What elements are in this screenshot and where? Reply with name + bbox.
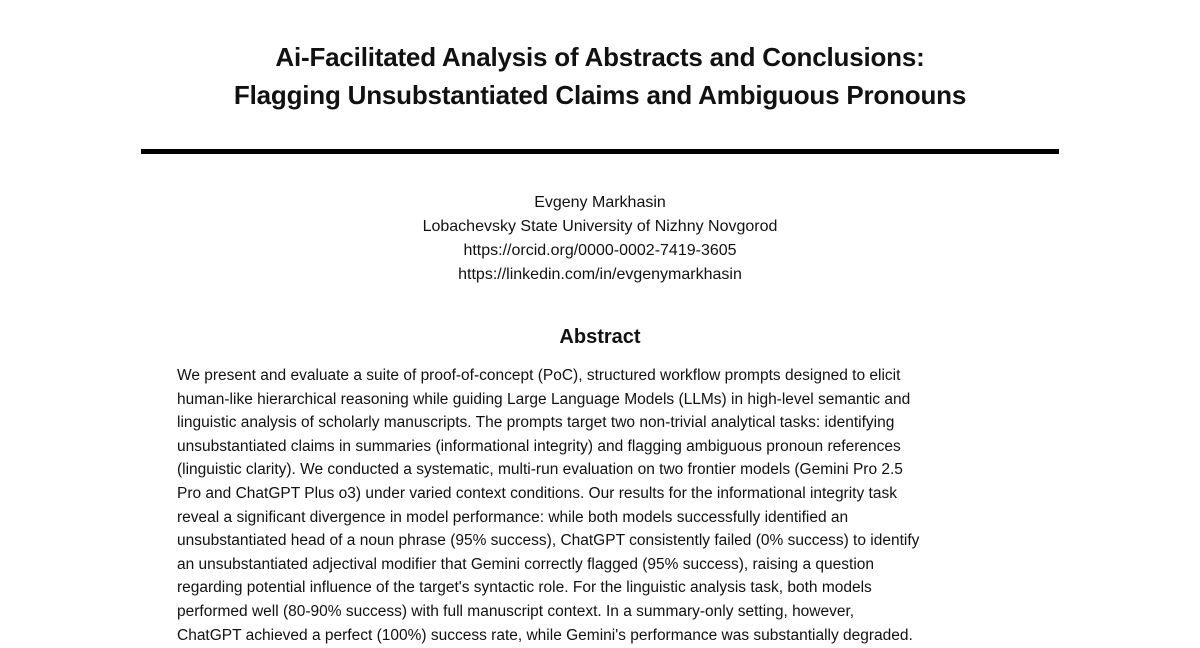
- abstract-line: unsubstantiated head of a noun phrase (95% success), ChatGPT consistently failed (0% success) to identify: [177, 532, 920, 550]
- title-divider: [141, 149, 1059, 154]
- abstract-line: unsubstantiated claims in summaries (informational integrity) and flagging ambiguous pronoun references: [177, 437, 901, 455]
- author-block: [0, 191, 1200, 287]
- abstract-line: human-like hierarchical reasoning while guiding Large Language Models (LLMs) in high-level semantic and: [177, 390, 911, 408]
- author-linkedin-link[interactable]: https://linkedin.com/in/evgenymarkhasin: [458, 266, 742, 283]
- abstract-line: performed well (80-90% success) with full manuscript context. In a summary-only setting, however,: [177, 602, 855, 620]
- abstract-line: regarding potential influence of the target's syntactic role. For the linguistic analysis task, both models: [177, 579, 872, 597]
- paper-title: [0, 38, 1200, 114]
- author-orcid-link[interactable]: https://orcid.org/0000-0002-7419-3605: [463, 242, 737, 259]
- abstract-line: ChatGPT achieved a perfect (100%) success rate, while Gemini's performance was substantially degraded.: [177, 626, 913, 644]
- abstract-line: linguistic analysis of scholarly manuscripts. The prompts target two non-trivial analytical tasks: identifying: [177, 414, 895, 432]
- title-line-2: Flagging Unsubstantiated Claims and Ambiguous Pronouns: [233, 80, 967, 110]
- title-line-1: Ai-Facilitated Analysis of Abstracts and Conclusions:: [275, 42, 925, 72]
- abstract-line: an unsubstantiated adjectival modifier that Gemini correctly flagged (95% success), raising a question: [177, 555, 875, 573]
- author-affiliation: Lobachevsky State University of Nizhny Novgorod: [422, 218, 778, 235]
- author-name: Evgeny Markhasin: [534, 194, 666, 211]
- abstract-heading: Abstract: [559, 326, 641, 348]
- abstract-line: Pro and ChatGPT Plus o3) under varied context conditions. Our results for the informational integrity task: [177, 484, 897, 502]
- abstract-body: [177, 364, 1023, 647]
- abstract-line: We present and evaluate a suite of proof-of-concept (PoC), structured workflow prompts designed to elicit: [177, 367, 901, 384]
- abstract-line: (linguistic clarity). We conducted a systematic, multi-run evaluation on two frontier models (Gemini Pro 2.5: [177, 461, 903, 479]
- abstract-line: reveal a significant divergence in model performance: while both models successfully identified an: [177, 508, 849, 526]
